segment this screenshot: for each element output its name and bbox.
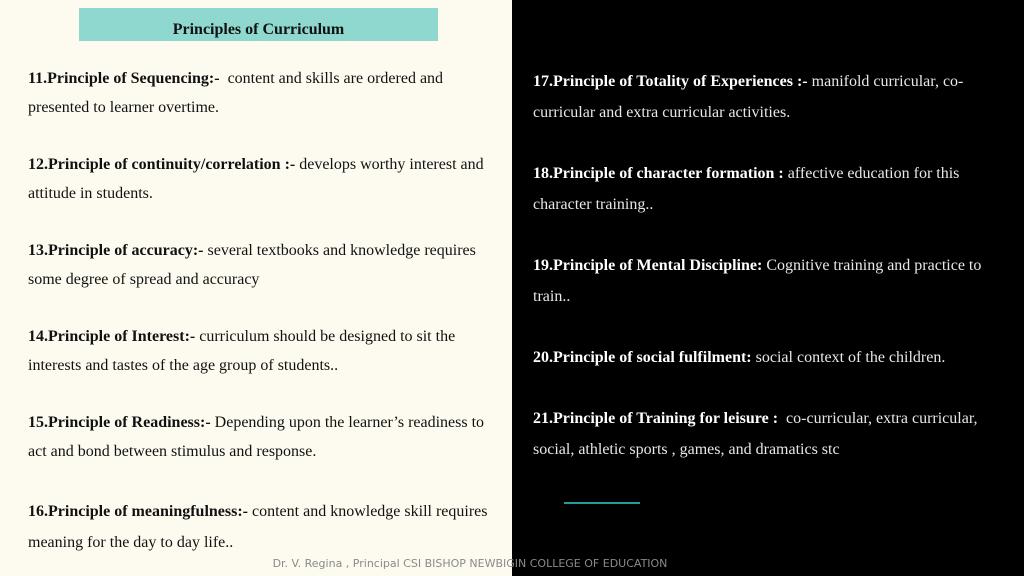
principle-13-heading: 13.Principle of accuracy:-	[28, 242, 204, 259]
principle-13	[28, 236, 498, 294]
principle-16-text: content and knowledge skill requires meaning for the day to day life..	[28, 503, 488, 551]
principle-12-heading: 12.Principle of continuity/correlation :-	[28, 156, 296, 173]
principle-11-text: content and skills are ordered and presented to learner overtime.	[28, 70, 444, 116]
principle-13-text: several textbooks and knowledge requires some degree of spread and accuracy	[28, 242, 476, 288]
principle-17-heading: 17.Principle of Totality of Experiences :-	[533, 73, 808, 90]
principle-20	[533, 342, 1017, 373]
principle-14-heading: 14.Principle of Interest:-	[28, 328, 196, 345]
slide-title: Principles of Curriculum	[79, 8, 438, 41]
principle-21	[533, 403, 1017, 465]
principle-18-heading: 18.Principle of character formation :	[533, 165, 784, 182]
principle-19-heading: 19.Principle of Mental Discipline:	[533, 257, 763, 274]
principle-18	[533, 158, 1017, 220]
principle-18-text: affective education for this character training..	[533, 165, 960, 213]
accent-line	[564, 502, 640, 504]
principle-12-text: develops worthy interest and attitude in students.	[28, 156, 484, 202]
principle-15	[28, 408, 498, 466]
principle-17	[533, 66, 1017, 128]
principle-14-text: curriculum should be designed to sit the interests and tastes of the age group of students..	[28, 328, 456, 374]
principle-11-heading: 11.Principle of Sequencing:-	[28, 70, 220, 87]
principle-15-heading: 15.Principle of Readiness:-	[28, 414, 211, 431]
principle-14	[28, 322, 498, 380]
footer-credit: Dr. V. Regina , Principal CSI BISHOP NEWBIGIN COLLEGE OF EDUCATION	[272, 557, 668, 570]
principle-17-text: manifold curricular, co-curricular and extra curricular activities.	[533, 73, 964, 121]
principle-19-text: Cognitive training and practice to train..	[533, 257, 982, 305]
principle-15-text: Depending upon the learner’s readiness to act and bond between stimulus and response.	[28, 414, 485, 460]
principle-16	[28, 496, 498, 558]
principle-20-text: social context of the children.	[755, 349, 946, 366]
right-panel	[512, 0, 1024, 576]
principle-21-heading: 21.Principle of Training for leisure :	[533, 410, 779, 427]
principle-19	[533, 250, 1017, 312]
principle-12	[28, 150, 498, 208]
principle-21-text: co-curricular, extra curricular, social, athletic sports , games, and dramatics stc	[533, 410, 978, 458]
principle-16-heading: 16.Principle of meaningfulness:-	[28, 503, 248, 520]
principle-11	[28, 64, 498, 122]
principle-20-heading: 20.Principle of social fulfilment:	[533, 349, 752, 366]
